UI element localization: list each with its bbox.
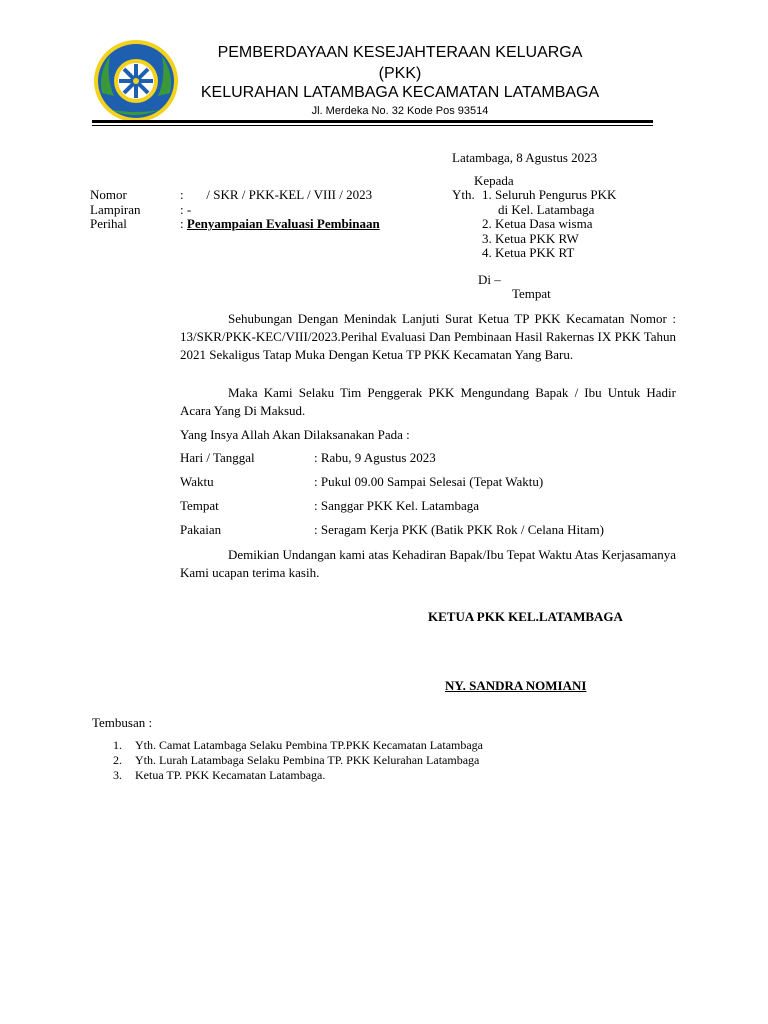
closing-paragraph: Demikian Undangan kami atas Kehadiran Bapak/Ibu Tepat Waktu Atas Kerjasamanya Kami ucapan terima kasih.	[180, 547, 676, 580]
perihal-value: Penyampaian Evaluasi Pembinaan	[186, 216, 380, 231]
tempat: Tempat	[512, 286, 551, 301]
org-location: KELURAHAN LATAMBAGA KECAMATAN LATAMBAGA	[200, 84, 600, 101]
tembusan-item: Ketua TP. PKK Kecamatan Latambaga.	[135, 768, 326, 782]
signature-name: NY. SANDRA NOMIANI	[445, 678, 587, 693]
perihal-row	[180, 216, 380, 232]
letter-date: Latambaga, 8 Agustus 2023	[452, 150, 598, 165]
tembusan-num: 2.	[113, 753, 122, 767]
detail-label: Hari / Tanggal	[180, 450, 255, 465]
detail-value: : Seragam Kerja PKK (Batik PKK Rok / Celana Hitam)	[314, 522, 604, 537]
tembusan-item: Yth. Camat Latambaga Selaku Pembina TP.PKK Kecamatan Latambaga	[135, 738, 484, 752]
detail-label: Pakaian	[180, 522, 222, 537]
paragraph-3: Yang Insya Allah Akan Dilaksanakan Pada :	[180, 427, 410, 442]
recipient-item: 4. Ketua PKK RT	[482, 245, 575, 260]
header-rule	[92, 120, 653, 123]
tembusan-num: 3.	[113, 768, 122, 782]
yth: Yth.	[452, 187, 475, 202]
detail-value: : Pukul 09.00 Sampai Selesai (Tepat Waktu)	[314, 474, 544, 489]
signature-title: KETUA PKK KEL.LATAMBAGA	[428, 609, 623, 624]
paragraph-1: Sehubungan Dengan Menindak Lanjuti Surat Ketua TP PKK Kecamatan Nomor : 13/SKR/PKK-KEC/VIII/2023.Perihal Evaluasi Dan Pembinaan Hasil Rakernas IX PKK Tahun 2021 Sekaligus Tatap Muka Dengan Ketua TP PKK Kecamatan Yang Baru.	[180, 311, 676, 362]
detail-value: : Sanggar PKK Kel. Latambaga	[314, 498, 479, 513]
paragraph-2: Maka Kami Selaku Tim Penggerak PKK Mengundang Bapak / Ibu Untuk Hadir Acara Yang Di Maksud.	[180, 385, 676, 418]
tembusan-label: Tembusan :	[92, 715, 153, 730]
tembusan-num: 1.	[113, 738, 122, 752]
di: Di –	[478, 272, 501, 287]
recipient-item: di Kel. Latambaga	[498, 202, 595, 217]
perihal-colon: :	[180, 216, 187, 231]
detail-value: : Rabu, 9 Agustus 2023	[314, 450, 436, 465]
lampiran-label: Lampiran	[90, 202, 141, 217]
nomor-label: Nomor	[90, 187, 127, 202]
detail-label: Waktu	[180, 474, 214, 489]
recipient-item: 2. Ketua Dasa wisma	[482, 216, 593, 231]
nomor-value: : / SKR / PKK-KEL / VIII / 2023	[180, 187, 373, 202]
org-name: PEMBERDAYAAN KESEJAHTERAAN KELUARGA	[217, 44, 583, 61]
kepada: Kepada	[474, 173, 514, 188]
detail-label: Tempat	[180, 498, 219, 513]
perihal-label: Perihal	[90, 216, 127, 231]
header-rule-thin	[92, 125, 653, 126]
recipient-item: 1. Seluruh Pengurus PKK	[482, 187, 617, 202]
tembusan-item: Yth. Lurah Latambaga Selaku Pembina TP. PKK Kelurahan Latambaga	[135, 753, 480, 767]
org-address: Jl. Merdeka No. 32 Kode Pos 93514	[311, 105, 489, 117]
org-abbrev: (PKK)	[378, 65, 422, 82]
lampiran-value: : -	[180, 202, 192, 217]
recipient-item: 3. Ketua PKK RW	[482, 231, 579, 246]
